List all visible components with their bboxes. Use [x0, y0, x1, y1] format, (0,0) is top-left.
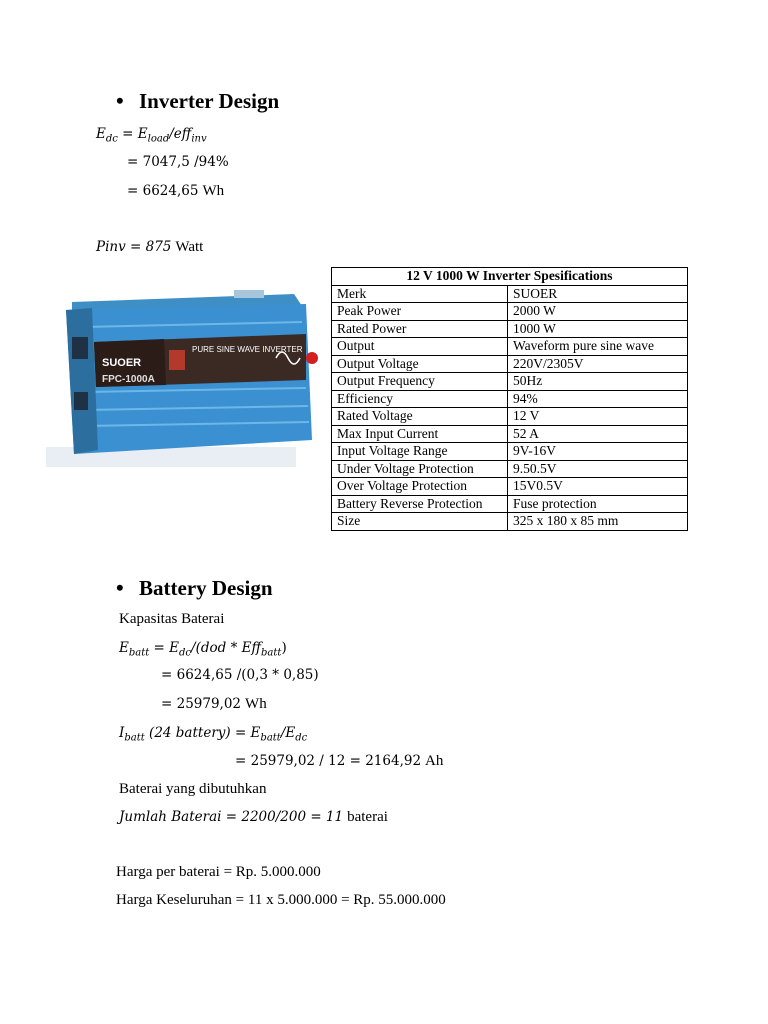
edc-line-2: = 7047,5 /94%: [127, 154, 229, 170]
edc-line-3: = 6624,65 Wh: [127, 183, 225, 199]
table-row: [332, 285, 688, 303]
spec-value-cell: SUOER: [508, 285, 688, 303]
ibatt-line-2: = 25979,02 / 12 = 2164,92 Ah: [235, 753, 444, 769]
brand-text: SUOER: [102, 357, 142, 369]
bullet-icon: •: [116, 575, 124, 600]
spec-label-cell: Under Voltage Protection: [332, 460, 508, 478]
inverter-spec-table: [331, 267, 688, 531]
table-row: [332, 320, 688, 338]
table-row: [332, 373, 688, 391]
spec-label-cell: Rated Voltage: [332, 408, 508, 426]
jumlah-baterai-line: Jumlah Baterai = 2200/200 = 11 baterai: [119, 809, 388, 825]
spec-label-cell: Output Voltage: [332, 355, 508, 373]
table-row: [332, 425, 688, 443]
ebatt-line-2: = 6624,65 /(0,3 * 0,85): [161, 667, 319, 683]
kapasitas-label: Kapasitas Baterai: [119, 611, 225, 627]
table-row: [332, 390, 688, 408]
table-row: [332, 513, 688, 531]
spec-value-cell: 1000 W: [508, 320, 688, 338]
pinv-line: Pinv = 875 Watt: [96, 239, 204, 255]
spec-label-cell: Max Input Current: [332, 425, 508, 443]
ibatt-formula: $I_{batt}$ (24 battery) = $E_{batt}/E_{dc}$: [119, 725, 308, 744]
spec-value-cell: 12 V: [508, 408, 688, 426]
spec-label-cell: Output: [332, 338, 508, 356]
table-row: [332, 478, 688, 496]
spec-value-cell: 2000 W: [508, 303, 688, 321]
table-row: [332, 408, 688, 426]
spec-label-cell: Over Voltage Protection: [332, 478, 508, 496]
harga-per-baterai: Harga per baterai = Rp. 5.000.000: [116, 864, 321, 880]
bullet-icon: •: [116, 88, 124, 113]
spec-value-cell: 325 x 180 x 85 mm: [508, 513, 688, 531]
spec-value-cell: 52 A: [508, 425, 688, 443]
inverter-heading: Inverter Design: [139, 89, 280, 113]
spec-label-cell: Merk: [332, 285, 508, 303]
spec-label-cell: Size: [332, 513, 508, 531]
spec-value-cell: Waveform pure sine wave: [508, 338, 688, 356]
spec-label-cell: Input Voltage Range: [332, 443, 508, 461]
table-row: [332, 460, 688, 478]
spec-label-cell: Battery Reverse Protection: [332, 495, 508, 513]
ebatt-line-3: = 25979,02 Wh: [161, 696, 267, 712]
table-row: [332, 355, 688, 373]
table-row: [332, 443, 688, 461]
spec-value-cell: 15V0.5V: [508, 478, 688, 496]
table-row: [332, 495, 688, 513]
spec-label-cell: Peak Power: [332, 303, 508, 321]
harga-keseluruhan: Harga Keseluruhan = 11 x 5.000.000 = Rp. 55.000.000: [116, 892, 446, 908]
label-text: PURE SINE WAVE INVERTER: [192, 345, 303, 354]
model-text: FPC-1000A: [102, 374, 155, 385]
ebatt-formula: $E_{batt} = E_{dc}/(dod * Eff_{batt})$: [119, 640, 287, 659]
spec-value-cell: Fuse protection: [508, 495, 688, 513]
table-row: [332, 303, 688, 321]
baterai-dibutuhkan-label: Baterai yang dibutuhkan: [119, 781, 267, 797]
table-row: [332, 338, 688, 356]
spec-value-cell: 9V-16V: [508, 443, 688, 461]
edc-formula: $E_{dc} = E_{load}/eff_{inv}$: [96, 126, 207, 145]
spec-value-cell: 50Hz: [508, 373, 688, 391]
battery-heading: Battery Design: [139, 576, 273, 600]
table-title: 12 V 1000 W Inverter Spesifications: [332, 268, 688, 286]
spec-value-cell: 9.50.5V: [508, 460, 688, 478]
spec-value-cell: 94%: [508, 390, 688, 408]
table-header-row: [332, 268, 688, 286]
spec-label-cell: Rated Power: [332, 320, 508, 338]
spec-value-cell: 220V/2305V: [508, 355, 688, 373]
spec-label-cell: Efficiency: [332, 390, 508, 408]
inverter-product-image: [44, 282, 326, 468]
spec-label-cell: Output Frequency: [332, 373, 508, 391]
